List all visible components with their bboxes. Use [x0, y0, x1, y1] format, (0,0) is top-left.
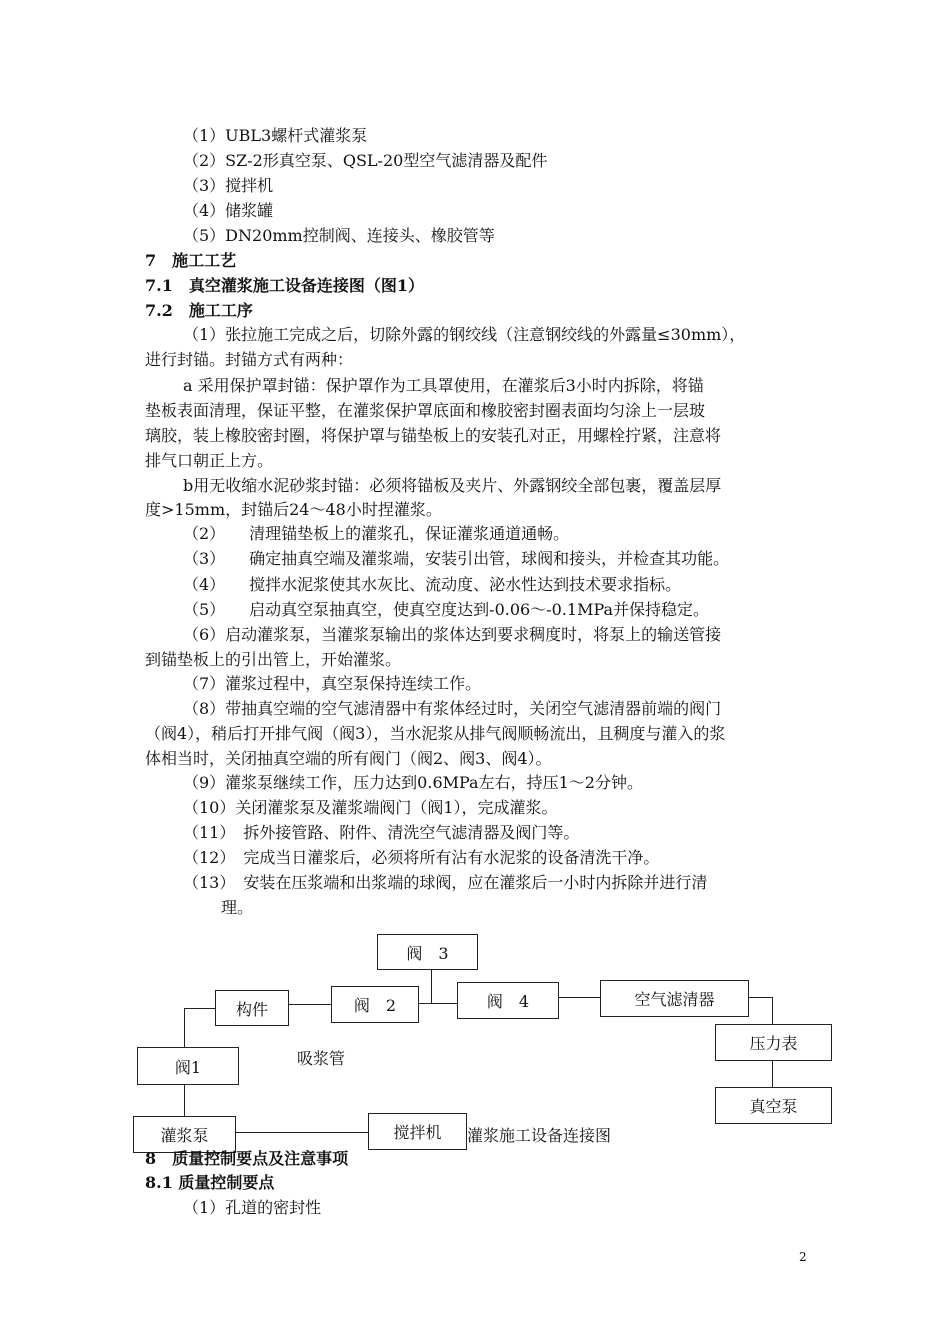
connector-line: [772, 997, 773, 1025]
step-line: （7）灌浆过程中，真空泵保持连续工作。: [183, 674, 482, 693]
step-line: （3） 确定抽真空端及灌浆端，安装引出管，球阀和接头，并检查其功能。: [183, 549, 730, 568]
grout-pump-box: [133, 1116, 236, 1153]
connector-line: [418, 1003, 458, 1004]
step-line: （2） 清理锚垫板上的灌浆孔，保证灌浆通道通畅。: [183, 524, 570, 543]
component-label: 构件: [235, 999, 268, 1019]
vacuum-pump-label: 真空泵: [749, 1097, 798, 1116]
connector-line: [748, 997, 773, 998]
step-line: 到锚垫板上的引出管上，开始灌浆。: [145, 650, 402, 669]
step-line: 排气口朝正上方。: [145, 451, 274, 470]
step-line: （5） 启动真空泵抽真空，使真空度达到-0.06～-0.1MPa并保持稳定。: [183, 600, 710, 619]
equipment-item: （4）储浆罐: [183, 201, 274, 220]
section-heading-8-1: 8.1 质量控制要点: [145, 1173, 275, 1192]
step-line: （12） 完成当日灌浆后，必须将所有沾有水泥浆的设备清洗干净。: [183, 848, 660, 867]
air-filter-box: [600, 980, 749, 1017]
connector-line: [431, 969, 432, 1003]
quality-point: （1）孔道的密封性: [183, 1198, 322, 1217]
connector-line: [184, 1008, 216, 1009]
section-heading-7: 7 施工工艺: [145, 251, 237, 270]
mixer-box: [368, 1113, 467, 1150]
step-line: （9）灌浆泵继续工作，压力达到0.6MPa左右，持压1～2分钟。: [183, 773, 643, 792]
component-box: [215, 990, 289, 1026]
pressure-gauge-label: 压力表: [749, 1034, 798, 1053]
valve-2-box: [331, 986, 419, 1023]
valve-4-box: [457, 982, 559, 1019]
step-line: （阀4），稍后打开排气阀（阀3），当水泥浆从排气阀顺畅流出，且稠度与灌入的浆: [145, 724, 726, 743]
section-heading-7-2: 7.2 施工工序: [145, 301, 253, 320]
valve-1-label: 阀1: [174, 1057, 202, 1077]
suction-pipe-label: 吸浆管: [297, 1049, 346, 1068]
page-number: 2: [799, 1250, 807, 1264]
section-heading-8: 8 质量控制要点及注意事项: [145, 1149, 349, 1168]
grout-pump-label: 灌浆泵: [160, 1126, 209, 1145]
vacuum-pump-box: [715, 1087, 832, 1124]
step-line: 体相当时，关闭抽真空端的所有阀门（阀2、阀3、阀4）。: [145, 749, 552, 768]
step-line: 度>15mm，封锚后24～48小时捏灌浆。: [145, 500, 442, 519]
equipment-item: （5）DN20mm控制阀、连接头、橡胶管等: [183, 226, 495, 245]
air-filter-label: 空气滤清器: [634, 990, 715, 1009]
step-line: （4） 搅拌水泥浆使其水灰比、流动度、泌水性达到技术要求指标。: [183, 575, 682, 594]
step-line: （6）启动灌浆泵，当灌浆泵输出的浆体达到要求稠度时，将泵上的输送管接: [183, 625, 722, 644]
step-line: （8）带抽真空端的空气滤清器中有浆体经过时，关闭空气滤清器前端的阀门: [183, 699, 722, 718]
step-line: （10）关闭灌浆泵及灌浆端阀门（阀1），完成灌浆。: [183, 798, 558, 817]
equipment-item: （3）搅拌机: [183, 176, 274, 195]
step-line: b用无收缩水泥砂浆封锚：必须将锚板及夹片、外露钢绞全部包裹，覆盖层厚: [183, 476, 722, 495]
diagram-caption: 灌浆施工设备连接图: [467, 1126, 612, 1145]
connector-line: [184, 1008, 185, 1048]
step-line: （1）张拉施工完成之后，切除外露的钢绞线（注意钢绞线的外露量≤30mm），: [183, 325, 746, 344]
mixer-label: 搅拌机: [393, 1123, 442, 1142]
step-line: （13） 安装在压浆端和出浆端的球阀，应在灌浆后一小时内拆除并进行清: [183, 873, 708, 892]
connector-line: [184, 1084, 185, 1116]
step-line: 璃胶，装上橡胶密封圈，将保护罩与锚垫板上的安装孔对正，用螺栓拧紧，注意将: [145, 426, 722, 445]
valve-4-label: 阀 4: [486, 992, 530, 1011]
valve-3-box: [377, 934, 478, 970]
equipment-item: （1）UBL3螺杆式灌浆泵: [183, 126, 368, 145]
step-line: a 采用保护罩封锚：保护罩作为工具罩使用，在灌浆后3小时内拆除，将锚: [183, 376, 704, 395]
equipment-item: （2）SZ-2形真空泵、QSL-20型空气滤清器及配件: [183, 151, 548, 170]
step-line: 理。: [221, 898, 254, 917]
valve-2-label: 阀 2: [353, 996, 397, 1015]
step-line: （11） 拆外接管路、附件、清洗空气滤清器及阀门等。: [183, 823, 580, 842]
connector-line: [772, 1060, 773, 1088]
step-line: 垫板表面清理，保证平整，在灌浆保护罩底面和橡胶密封圈表面均匀涂上一层玻: [145, 401, 706, 420]
connector-line: [288, 1004, 332, 1005]
valve-1-box: [137, 1047, 239, 1085]
pressure-gauge-box: [715, 1024, 832, 1061]
valve-3-label: 阀 3: [406, 943, 449, 963]
connector-line: [558, 997, 601, 998]
step-line: 进行封锚。封锚方式有两种：: [145, 350, 354, 369]
section-heading-7-1: 7.1 真空灌浆施工设备连接图（图1）: [145, 276, 424, 295]
connector-line: [235, 1132, 369, 1133]
